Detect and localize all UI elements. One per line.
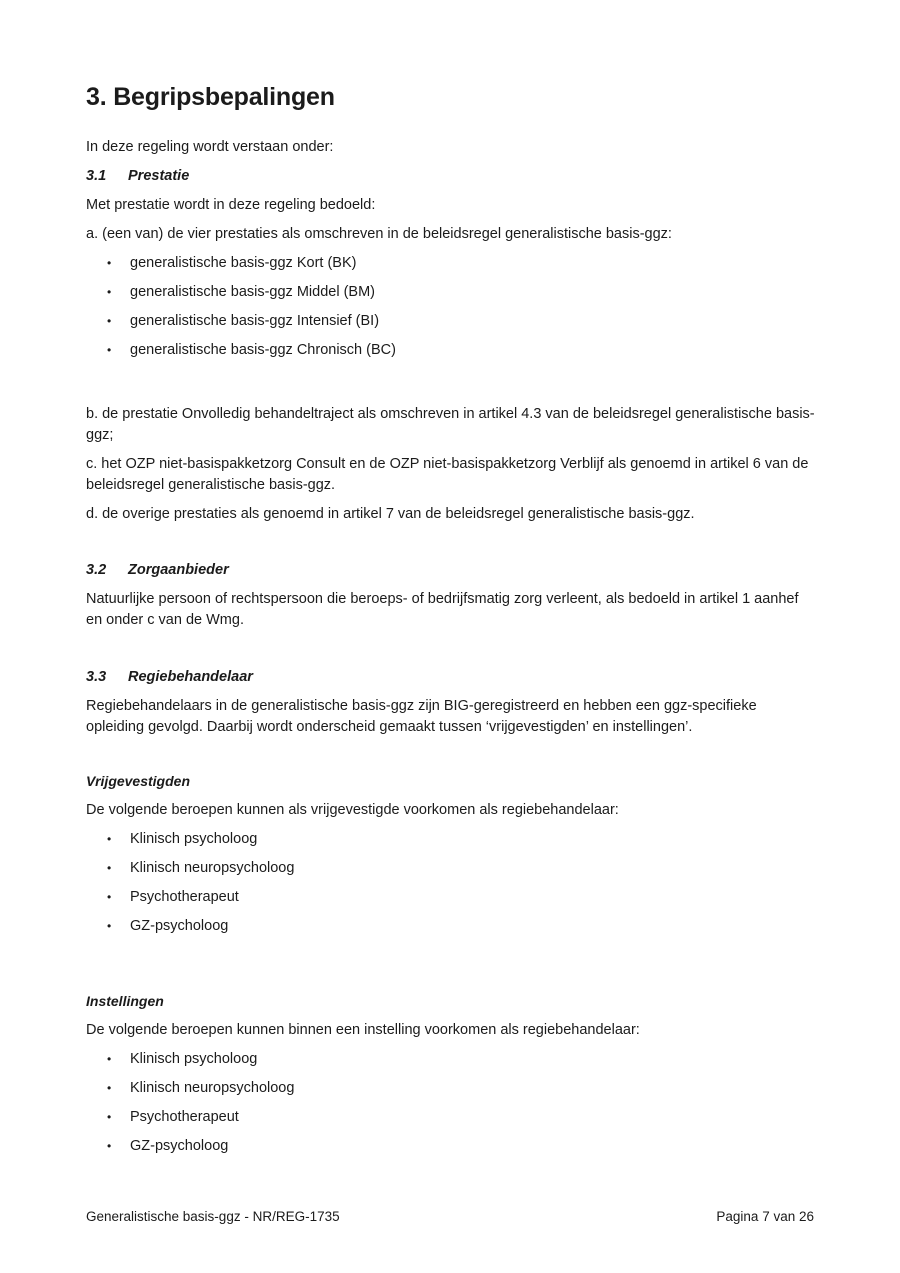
list-item xyxy=(107,858,816,879)
section-heading-3-2 xyxy=(86,560,816,581)
bullet-icon: • xyxy=(107,285,112,299)
paragraph: De volgende beroepen kunnen binnen een instelling voorkomen als regiebehandelaar: xyxy=(86,1022,640,1038)
section-label: Regiebehandelaar xyxy=(128,669,253,685)
list-item xyxy=(107,1136,816,1157)
list-item-text: Klinisch psycholoog xyxy=(130,831,258,847)
page-title: 3. Begripsbepalingen xyxy=(86,83,335,111)
paragraph: d. de overige prestaties als genoemd in artikel 7 van de beleidsregel generalistische basis-ggz. xyxy=(86,506,695,522)
section-heading-3-3 xyxy=(86,667,816,688)
bullet-icon: • xyxy=(107,1139,112,1153)
list-item xyxy=(107,1078,816,1099)
paragraph: a. (een van) de vier prestaties als omschreven in de beleidsregel generalistische basis-ggz: xyxy=(86,226,672,242)
list-item-text: generalistische basis-ggz Kort (BK) xyxy=(130,255,357,271)
section-number: 3.3 xyxy=(86,669,107,685)
list-item xyxy=(107,311,816,332)
paragraph: Met prestatie wordt in deze regeling bedoeld: xyxy=(86,197,376,213)
bullet-icon: • xyxy=(107,832,112,846)
section-number: 3.2 xyxy=(86,562,107,578)
bullet-icon: • xyxy=(107,1110,112,1124)
list-item xyxy=(107,916,816,937)
bullet-icon: • xyxy=(107,1052,112,1066)
list-item xyxy=(107,887,816,908)
section-heading-3-1 xyxy=(86,166,816,187)
bullet-icon: • xyxy=(107,314,112,328)
list-item xyxy=(107,253,816,274)
list-item xyxy=(107,1049,816,1070)
bullet-icon: • xyxy=(107,861,112,875)
intro-paragraph: In deze regeling wordt verstaan onder: xyxy=(86,139,334,155)
list-item-text: generalistische basis-ggz Chronisch (BC) xyxy=(130,342,396,358)
paragraph: Natuurlijke persoon of rechtspersoon die beroeps- of bedrijfsmatig zorg verleent, als bedoeld in artikel 1 aanhef en onder c van de Wmg. xyxy=(86,591,799,628)
footer-document-id: Generalistische basis-ggz - NR/REG-1735 xyxy=(86,1209,340,1224)
section-label: Zorgaanbieder xyxy=(128,562,229,578)
list-item-text: GZ-psycholoog xyxy=(130,1138,229,1154)
section-label: Prestatie xyxy=(128,168,190,184)
list-item xyxy=(107,829,816,850)
bullet-icon: • xyxy=(107,890,112,904)
list-item-text: generalistische basis-ggz Middel (BM) xyxy=(130,284,375,300)
list-item-text: Klinisch neuropsycholoog xyxy=(130,1080,295,1096)
list-item-text: Psychotherapeut xyxy=(130,1109,239,1125)
bullet-icon: • xyxy=(107,919,112,933)
section-number: 3.1 xyxy=(86,168,107,184)
list-item-text: GZ-psycholoog xyxy=(130,918,229,934)
list-item xyxy=(107,340,816,361)
subsection-heading-instellingen: Instellingen xyxy=(86,993,164,1009)
list-item-text: Klinisch psycholoog xyxy=(130,1051,258,1067)
instellingen-list xyxy=(86,1049,816,1157)
vrijgevestigden-list xyxy=(86,829,816,937)
paragraph: c. het OZP niet-basispakketzorg Consult en de OZP niet-basispakketzorg Verblijf als genoemd in artikel 6 van de beleidsregel generalistische basis-ggz. xyxy=(86,456,809,493)
subsection-heading-vrijgevestigden: Vrijgevestigden xyxy=(86,773,191,789)
list-item xyxy=(107,1107,816,1128)
footer-page-number: Pagina 7 van 26 xyxy=(716,1209,814,1224)
bullet-icon: • xyxy=(107,1081,112,1095)
paragraph: b. de prestatie Onvolledig behandeltraject als omschreven in artikel 4.3 van de beleidsregel generalistische basis-ggz; xyxy=(86,406,815,443)
bullet-icon: • xyxy=(107,256,112,270)
list-item xyxy=(107,282,816,303)
page-footer xyxy=(86,1208,814,1226)
paragraph: Regiebehandelaars in de generalistische basis-ggz zijn BIG-geregistreerd en hebben een ggz-specifieke opleiding gevolgd. Daarbij wordt onderscheid gemaakt tussen ‘vrijgevestigden’ en instellingen’. xyxy=(86,698,757,735)
list-item-text: Klinisch neuropsycholoog xyxy=(130,860,295,876)
list-item-text: generalistische basis-ggz Intensief (BI) xyxy=(130,313,380,329)
prestaties-list xyxy=(86,253,816,361)
paragraph: De volgende beroepen kunnen als vrijgevestigde voorkomen als regiebehandelaar: xyxy=(86,802,619,818)
page-content xyxy=(86,84,816,1165)
bullet-icon: • xyxy=(107,343,112,357)
list-item-text: Psychotherapeut xyxy=(130,889,239,905)
